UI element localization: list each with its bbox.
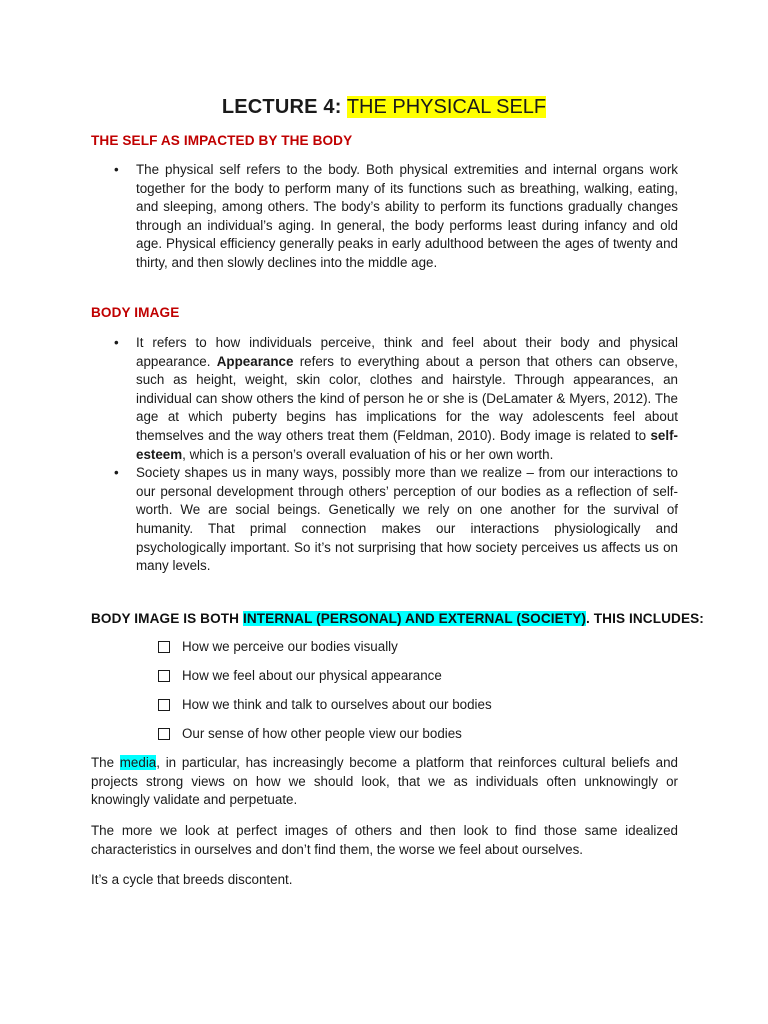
includes-checklist (158, 638, 492, 754)
paragraph-text: , in particular, has increasingly become a platform that reinforces cultural beliefs and projects strong views on how we should look, that we as individuals often unknowingly or knowingly validate and perpetuate. (91, 755, 678, 808)
page-title (0, 94, 768, 120)
paragraph-text: The (91, 755, 120, 770)
checkbox-icon (158, 641, 170, 653)
checklist-item (158, 696, 492, 725)
title-label: LECTURE 4: (221, 96, 342, 118)
checkbox-icon (158, 699, 170, 711)
checklist-label: How we perceive our bodies visually (182, 639, 398, 654)
section-heading-internal-external (91, 610, 704, 629)
heading-highlight: INTERNAL (PERSONAL) AND EXTERNAL (SOCIETY) (242, 611, 587, 626)
bullet-item: • The physical self refers to the body. Both physical extremities and internal organs work together for the body to perform many of its functions such as breathing, walking, eating, and sleeping, among others. The body’s ability to perform its functions gradually changes through an individual’s aging. In general, the body performs least during infancy and old age. Physical efficiency generally peaks in early adulthood between the ages of twenty and thirty, and then slowly declines into the middle age. (110, 161, 678, 273)
checklist-label: How we feel about our physical appearance (182, 668, 442, 683)
perfect-images-paragraph: The more we look at perfect images of others and then look to find those same idealized characteristics in ourselves and don’t find them, the worse we feel about ourselves. (91, 823, 678, 857)
bullet-text: It refers to how individuals perceive, think and feel about their body and physical appearance. (136, 335, 678, 369)
checklist-item (158, 667, 492, 696)
section-heading-self-body: THE SELF AS IMPACTED BY THE BODY (91, 133, 353, 148)
bullet-item-society: • Society shapes us in many ways, possibly more than we realize – from our interactions to our personal development through others’ perception of our bodies as a reflection of self-worth. We are social beings. Genetically we rely on one another for the survival of humanity. That primal connection makes our interactions physiologically and psychologically important. So it’s not surprising that how society perceives us affects us on many levels. (110, 464, 678, 576)
media-paragraph (91, 754, 678, 810)
bullet-item-appearance (110, 334, 678, 464)
section2-bullet-list (110, 334, 678, 576)
cycle-paragraph: It’s a cycle that breeds discontent. (91, 872, 293, 887)
bullet-text: refers to everything about a person that others can observe, such as height, weight, skin color, clothes and hairstyle. Through appearances, an individual can show others the kind of person he or she is (DeLamater & Myers, 2012). The age at which puberty begins has implications for the way adolescents feel about themselves and the way others treat them (Feldman, 2010). Body image is related to (136, 353, 678, 443)
checklist-item (158, 638, 492, 667)
heading-text: . THIS INCLUDES: (586, 611, 704, 626)
heading-text: BODY IMAGE IS BOTH (91, 611, 243, 626)
bullet-text: , which is a person’s overall evaluation of his or her own worth. (182, 446, 554, 462)
title-highlight: THE PHYSICAL SELF (346, 96, 547, 118)
checklist-item (158, 725, 492, 754)
checklist-label: How we think and talk to ourselves about our bodies (182, 697, 492, 712)
section1-bullet-list (110, 161, 678, 273)
section-heading-body-image: BODY IMAGE (91, 305, 180, 320)
bold-term-self-esteem: self-esteem (136, 427, 678, 462)
checkbox-icon (158, 670, 170, 682)
checkbox-icon (158, 728, 170, 740)
checklist-label: Our sense of how other people view our bodies (182, 726, 462, 741)
media-highlight: media (119, 755, 157, 770)
bold-term-appearance: Appearance (216, 353, 294, 369)
